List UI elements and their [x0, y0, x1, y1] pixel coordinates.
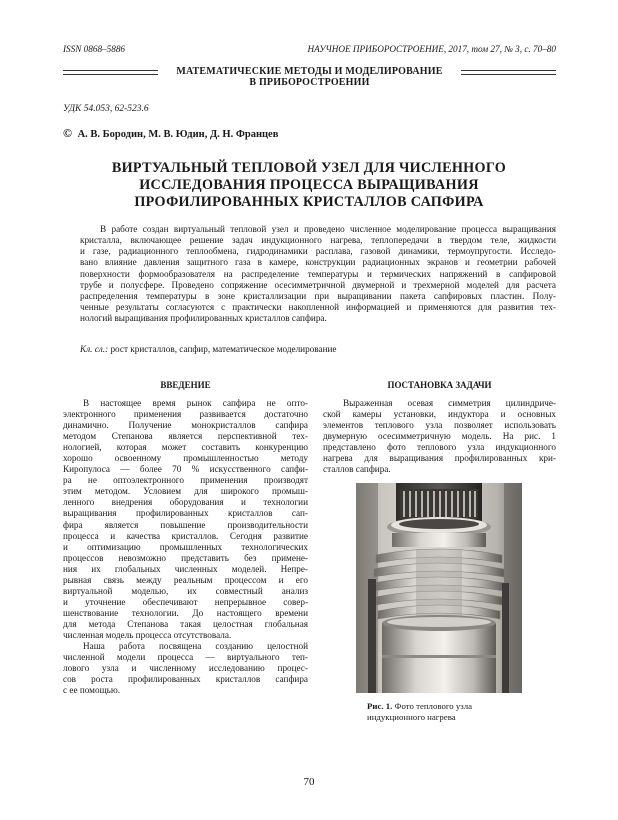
body-line: фира является повышение производительности: [63, 519, 308, 530]
abstract-line: кристалла, включающее решение задач индукционного нагрева, теплопередачи в твердом теле, жидкости: [80, 235, 556, 246]
copyright-icon: ©: [63, 126, 72, 140]
body-line: рывная связь между реальным процессом и его: [63, 574, 308, 585]
udk-code: УДК 54.053, 62-523.6: [63, 104, 149, 114]
section-title-line: В ПРИБОРОСТРОЕНИИ: [249, 77, 370, 88]
abstract-line: поверхности формообразователя на распределение температуры и термических напряжений в сапфировой: [80, 268, 556, 279]
body-line: и оптимизацию промышленных технологических: [63, 541, 308, 552]
body-line: элементов теплового узла позволяет использовать: [323, 420, 556, 431]
intro-column: [63, 398, 308, 696]
body-line: нагрева для выращивания профилированных кри-: [323, 453, 556, 464]
body-line: с ее помощью.: [63, 685, 120, 696]
problem-column: [323, 398, 556, 475]
authors: [63, 126, 278, 141]
abstract-line: вано влияние давления защитного газа в камере, конструкции радиационных экранов и геометрии рабочей: [80, 257, 556, 268]
body-line: процесса и качества кристаллов. Сегодня развитие: [63, 530, 308, 541]
body-line: представлено фото теплового узла индукционного: [323, 442, 556, 453]
thermal-unit-photo-image: [356, 483, 522, 693]
body-line: двумерную осесимметричную модель. На рис. 1: [323, 431, 556, 442]
abstract: [80, 224, 556, 324]
body-line: нологией, которая может составить конкуренцию: [63, 442, 308, 453]
body-line: и уточнение обеспечивают непрерывное совер-: [63, 596, 308, 607]
body-line: методом Степанова является перспективной тех-: [63, 431, 308, 442]
body-line: ленного внедрения оборудования и технологии: [63, 497, 308, 508]
abstract-line: трубе и полусфере. Проведено сопряжение осесимметричной двумерной и трехмерной моделей для расчета: [80, 279, 556, 290]
body-line: выращивания профилированных кристаллов сап-: [63, 508, 308, 519]
figure-caption: [367, 701, 472, 723]
body-line: процессов невозможно представить без примене-: [63, 552, 308, 563]
problem-heading: ПОСТАНОВКА ЗАДАЧИ: [387, 380, 492, 390]
body-line: В настоящее время рынок сапфира не опто-: [83, 398, 308, 408]
body-line: лового узла и численному исследованию процес-: [63, 663, 308, 674]
abstract-line: и газе, радиационного теплообмена, гидродинамики расплава, газовой динамики, термоупругости. Исследо-: [80, 246, 556, 257]
body-line: Выраженная осевая симметрия цилиндриче-: [343, 398, 556, 408]
journal-issn: ISSN 0868–5886: [63, 44, 126, 54]
title-line: ВИРТУАЛЬНЫЙ ТЕПЛОВОЙ УЗЕЛ ДЛЯ ЧИСЛЕННОГО: [111, 160, 507, 176]
body-line: Наша работа посвящена созданию целостной: [83, 641, 308, 652]
page-number: 70: [303, 776, 315, 788]
keywords-text: рост кристаллов, сапфир, математическое моделирование: [110, 344, 337, 354]
section-rule-left: [63, 70, 158, 75]
keywords: [80, 344, 337, 354]
body-line: хорошо освоенному промышленностью методу: [63, 453, 308, 464]
figure-photo: [356, 483, 522, 693]
abstract-line: нологий выращивания профилированных кристаллов сапфира.: [80, 313, 327, 324]
abstract-line: ченные результаты согласуются с практически накопленной информацией и применяются для развития тех-: [80, 302, 556, 313]
abstract-line: В работе создан виртуальный тепловой узел и проведено численное моделирование процесса выращивания: [100, 224, 556, 234]
body-line: ской камеры установки, индуктора и основных: [323, 409, 556, 420]
body-line: для метода Степанова такая целостная глобальная: [63, 618, 308, 629]
figure-label: Рис. 1.: [367, 701, 393, 711]
body-line: численная модель процесса отсутствовала.: [63, 629, 232, 640]
title-line: ИССЛЕДОВАНИЯ ПРОЦЕССА ВЫРАЩИВАНИЯ: [139, 177, 479, 193]
body-line: этим методом. Условием для широкого промыш-: [63, 486, 308, 497]
section-header: [63, 62, 556, 88]
section-title-line: МАТЕМАТИЧЕСКИЕ МЕТОДЫ И МОДЕЛИРОВАНИЕ: [176, 66, 443, 77]
body-line: численной модели процесса — виртуального теп-: [63, 652, 308, 663]
paper-title: [80, 160, 538, 211]
abstract-line: распределения температуры в зоне кристаллизации при выращивании пакета сапфировых пластин. Полу-: [80, 290, 556, 301]
body-line: сов роста профилированных кристаллов сапфира: [63, 674, 308, 685]
figure-caption-text: Фото теплового узла: [394, 701, 472, 711]
figure-caption-text: индукционного нагрева: [367, 712, 456, 722]
body-line: ра не оптоэлектронного применения производят: [63, 475, 308, 486]
body-line: динамично. Получение монокристаллов сапфира: [63, 420, 308, 431]
body-line: сталлов сапфира.: [323, 464, 391, 475]
title-line: ПРОФИЛИРОВАННЫХ КРИСТАЛЛОВ САПФИРА: [134, 194, 484, 210]
journal-reference: НАУЧНОЕ ПРИБОРОСТРОЕНИЕ, 2017, том 27, № 3, c. 70–80: [307, 44, 556, 54]
section-rule-right: [461, 70, 556, 75]
intro-heading: ВВЕДЕНИЕ: [160, 380, 211, 390]
body-line: шенствование технологии. До настоящего времени: [63, 607, 308, 618]
section-title: [163, 66, 456, 88]
body-line: виртуальной моделью, их совместный анализ: [63, 585, 308, 596]
body-line: ния их глобальных численных моделей. Непре-: [63, 563, 308, 574]
keywords-label: Кл. сл.:: [80, 344, 109, 354]
body-line: электронного применения развивается достаточно: [63, 409, 308, 420]
author-names: А. В. Бородин, М. В. Юдин, Д. Н. Францев: [77, 129, 279, 140]
body-line: Киропулоса — более 70 % искусственного сапфи-: [63, 464, 308, 475]
